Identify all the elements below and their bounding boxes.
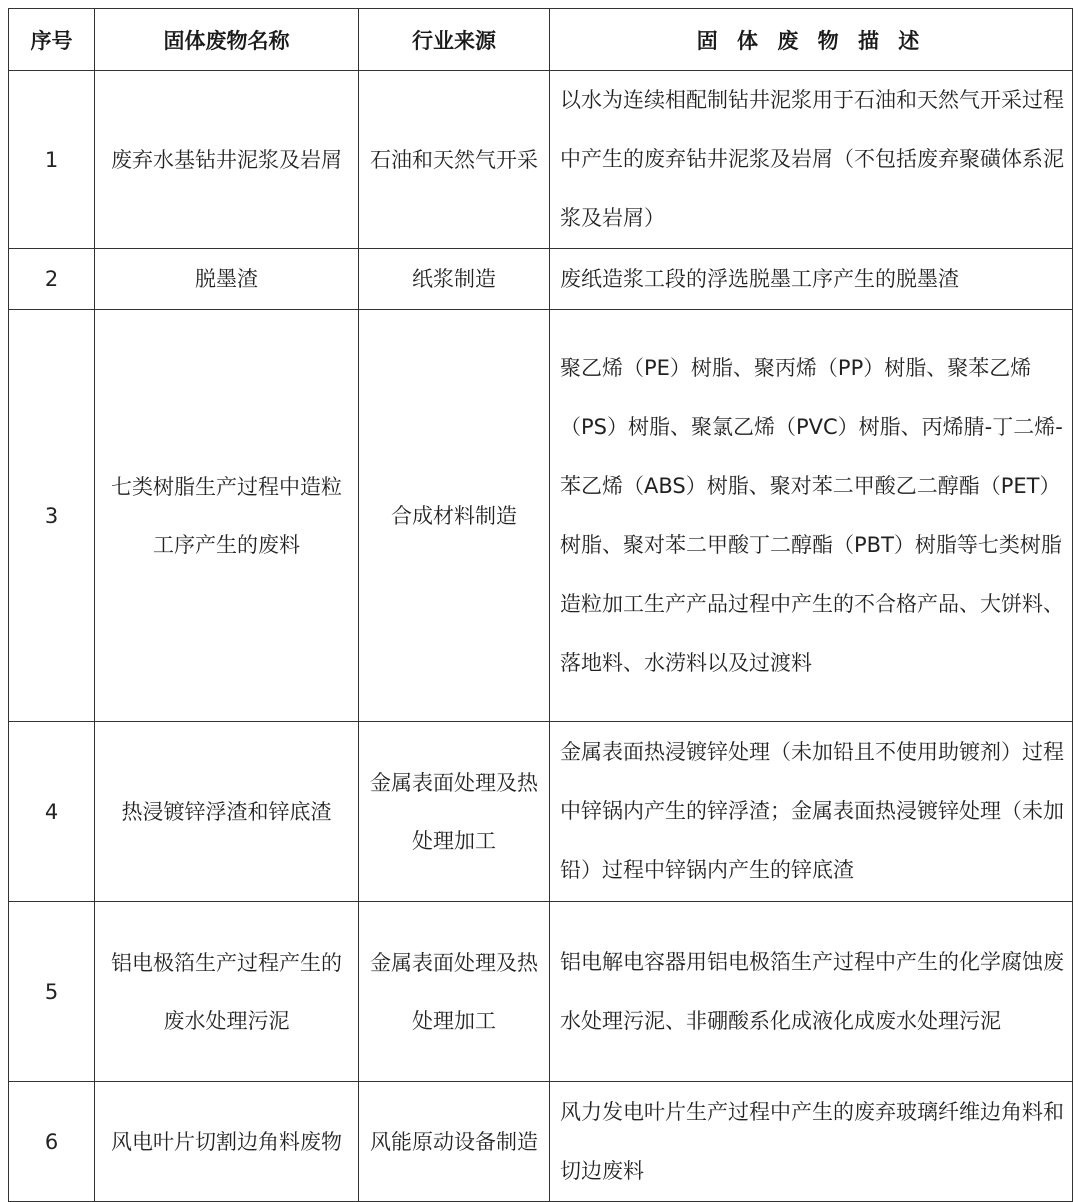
row-waste-name: 脱墨渣 [95,249,359,310]
row-index: 1 [9,71,95,249]
table-row [9,249,1073,310]
header-waste-description: 固 体 废 物 描 述 [550,9,1073,71]
row-index: 2 [9,249,95,310]
row-index: 5 [9,902,95,1082]
row-industry-source: 风能原动设备制造 [359,1082,550,1202]
row-industry-source: 纸浆制造 [359,249,550,310]
row-industry-source: 金属表面处理及热处理加工 [359,722,550,902]
row-description: 以水为连续相配制钻井泥浆用于石油和天然气开采过程中产生的废弃钻井泥浆及岩屑（不包括废弃聚磺体系泥浆及岩屑） [550,71,1073,249]
row-index: 4 [9,722,95,902]
row-industry-source: 石油和天然气开采 [359,71,550,249]
row-description: 金属表面热浸镀锌处理（未加铅且不使用助镀剂）过程中锌锅内产生的锌浮渣；金属表面热浸镀锌处理（未加铅）过程中锌锅内产生的锌底渣 [550,722,1073,902]
row-index: 3 [9,310,95,722]
row-description: 风力发电叶片生产过程中产生的废弃玻璃纤维边角料和切边废料 [550,1082,1073,1202]
header-index: 序号 [9,9,95,71]
row-industry-source: 金属表面处理及热处理加工 [359,902,550,1082]
table-row [9,71,1073,249]
table-row [9,310,1073,722]
row-waste-name: 铝电极箔生产过程产生的废水处理污泥 [95,902,359,1082]
solid-waste-table [8,8,1073,1202]
row-description: 废纸造浆工段的浮选脱墨工序产生的脱墨渣 [550,249,1073,310]
header-waste-name: 固体废物名称 [95,9,359,71]
table-row [9,902,1073,1082]
table-row [9,1082,1073,1202]
table-header-row [9,9,1073,71]
row-description: 聚乙烯（PE）树脂、聚丙烯（PP）树脂、聚苯乙烯（PS）树脂、聚氯乙烯（PVC）树脂、丙烯腈-丁二烯-苯乙烯（ABS）树脂、聚对苯二甲酸乙二醇酯（PET）树脂、聚对苯二甲酸丁二醇酯（PBT）树脂等七类树脂造粒加工生产产品过程中产生的不合格产品、大饼料、落地料、水涝料以及过渡料 [550,310,1073,722]
row-waste-name: 热浸镀锌浮渣和锌底渣 [95,722,359,902]
waste-table-container [8,8,1072,1202]
row-industry-source: 合成材料制造 [359,310,550,722]
header-industry-source: 行业来源 [359,9,550,71]
row-waste-name: 风电叶片切割边角料废物 [95,1082,359,1202]
row-index: 6 [9,1082,95,1202]
row-waste-name: 七类树脂生产过程中造粒工序产生的废料 [95,310,359,722]
row-description: 铝电解电容器用铝电极箔生产过程中产生的化学腐蚀废水处理污泥、非硼酸系化成液化成废水处理污泥 [550,902,1073,1082]
row-waste-name: 废弃水基钻井泥浆及岩屑 [95,71,359,249]
table-row [9,722,1073,902]
